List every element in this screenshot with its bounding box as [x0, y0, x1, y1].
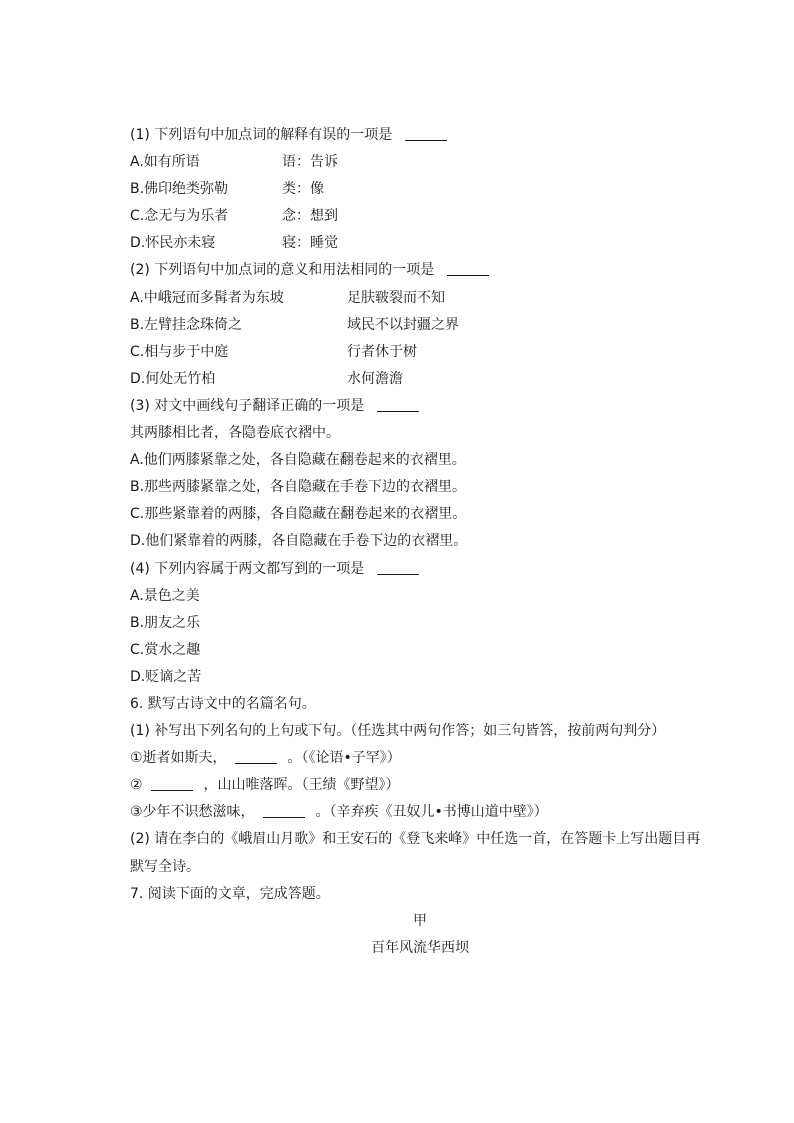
option-row [130, 203, 710, 230]
fill-in-item: ③少年不识愁滋味， 。（辛弃疾《丑奴儿•书博山道中壁》） [130, 804, 548, 821]
question-prompt: (2) 请在李白的《峨眉山月歌》和王安石的《登飞来峰》中任选一首，在答题卡上写出题目再 [130, 831, 701, 848]
option-row [130, 230, 710, 257]
question-prompt: (2) 下列语句中加点词的意义和用法相同的一项是 [130, 257, 710, 284]
answer-blank[interactable] [263, 802, 305, 818]
option-row [130, 176, 710, 203]
question-prompt: (3) 对文中画线句子翻译正确的一项是 [130, 393, 710, 420]
exam-content [130, 122, 710, 962]
option-compare: 足肤皲裂而不知 [347, 289, 445, 306]
question-title: 6. 默写古诗文中的名篇名句。 [130, 695, 316, 712]
question-title: 7. 阅读下面的文章，完成答题。 [130, 885, 330, 902]
option-explanation: 类：像 [282, 181, 324, 198]
option-compare: 域民不以封疆之界 [347, 316, 459, 333]
question-prompt: (1) 下列语句中加点词的解释有误的一项是 [130, 122, 710, 149]
question-prompt: (1) 补写出下列名句的上句或下句。（任选其中两句作答；如三句皆答，按前两句判分） [130, 723, 666, 740]
option-compare: 水何澹澹 [347, 370, 403, 387]
option-text: D.贬谪之苦 [130, 668, 202, 685]
answer-blank[interactable] [377, 396, 419, 412]
passage-label: 甲 [413, 912, 427, 929]
option-explanation: 念：想到 [282, 208, 338, 225]
fill-in-item: ①逝者如斯夫， 。（《论语•子罕》） [130, 750, 401, 767]
option-row [130, 285, 710, 312]
option-text: D.怀民亦未寝 [130, 235, 216, 252]
question-prompt-continued: 默写全诗。 [130, 858, 200, 875]
option-explanation: 语：告诉 [282, 154, 338, 171]
option-text: A.如有所语 [130, 154, 200, 171]
option-row [130, 339, 710, 366]
fill-in-item: ② ，山山唯落晖。（王绩《野望》） [130, 777, 400, 794]
option-text: D.何处无竹柏 [130, 370, 216, 387]
answer-blank[interactable] [377, 559, 419, 575]
option-text: B.那些两膝紧靠之处，各自隐藏在手卷下边的衣褶里。 [130, 479, 467, 496]
option-row [130, 149, 710, 176]
question-prompt: (4) 下列内容属于两文都写到的一项是 [130, 556, 710, 583]
answer-blank[interactable] [405, 125, 447, 141]
option-text: A.景色之美 [130, 587, 200, 604]
option-text: C.相与步于中庭 [130, 343, 229, 360]
option-text: A.中峨冠而多髯者为东坡 [130, 289, 284, 306]
option-row [130, 312, 710, 339]
passage-heading: 百年风流华西坝 [371, 939, 469, 956]
answer-blank[interactable] [447, 260, 489, 276]
option-row [130, 366, 710, 393]
option-text: C.念无与为乐者 [130, 208, 229, 225]
quoted-sentence: 其两膝相比者，各隐卷底衣褶中。 [130, 425, 340, 442]
answer-blank[interactable] [151, 775, 193, 791]
option-text: D.他们紧靠着的两膝，各自隐藏在手卷下边的衣褶里。 [130, 533, 468, 550]
option-compare: 行者休于树 [347, 343, 417, 360]
option-text: B.朋友之乐 [130, 614, 201, 631]
option-text: B.佛印绝类弥勒 [130, 181, 229, 198]
option-text: B.左臂挂念珠倚之 [130, 316, 243, 333]
answer-blank[interactable] [235, 748, 277, 764]
option-text: A.他们两膝紧靠之处，各自隐藏在翻卷起来的衣褶里。 [130, 452, 466, 469]
option-explanation: 寝：睡觉 [282, 235, 338, 252]
option-text: C.赏水之趣 [130, 641, 201, 658]
option-text: C.那些紧靠着的两膝，各自隐藏在翻卷起来的衣褶里。 [130, 506, 467, 523]
